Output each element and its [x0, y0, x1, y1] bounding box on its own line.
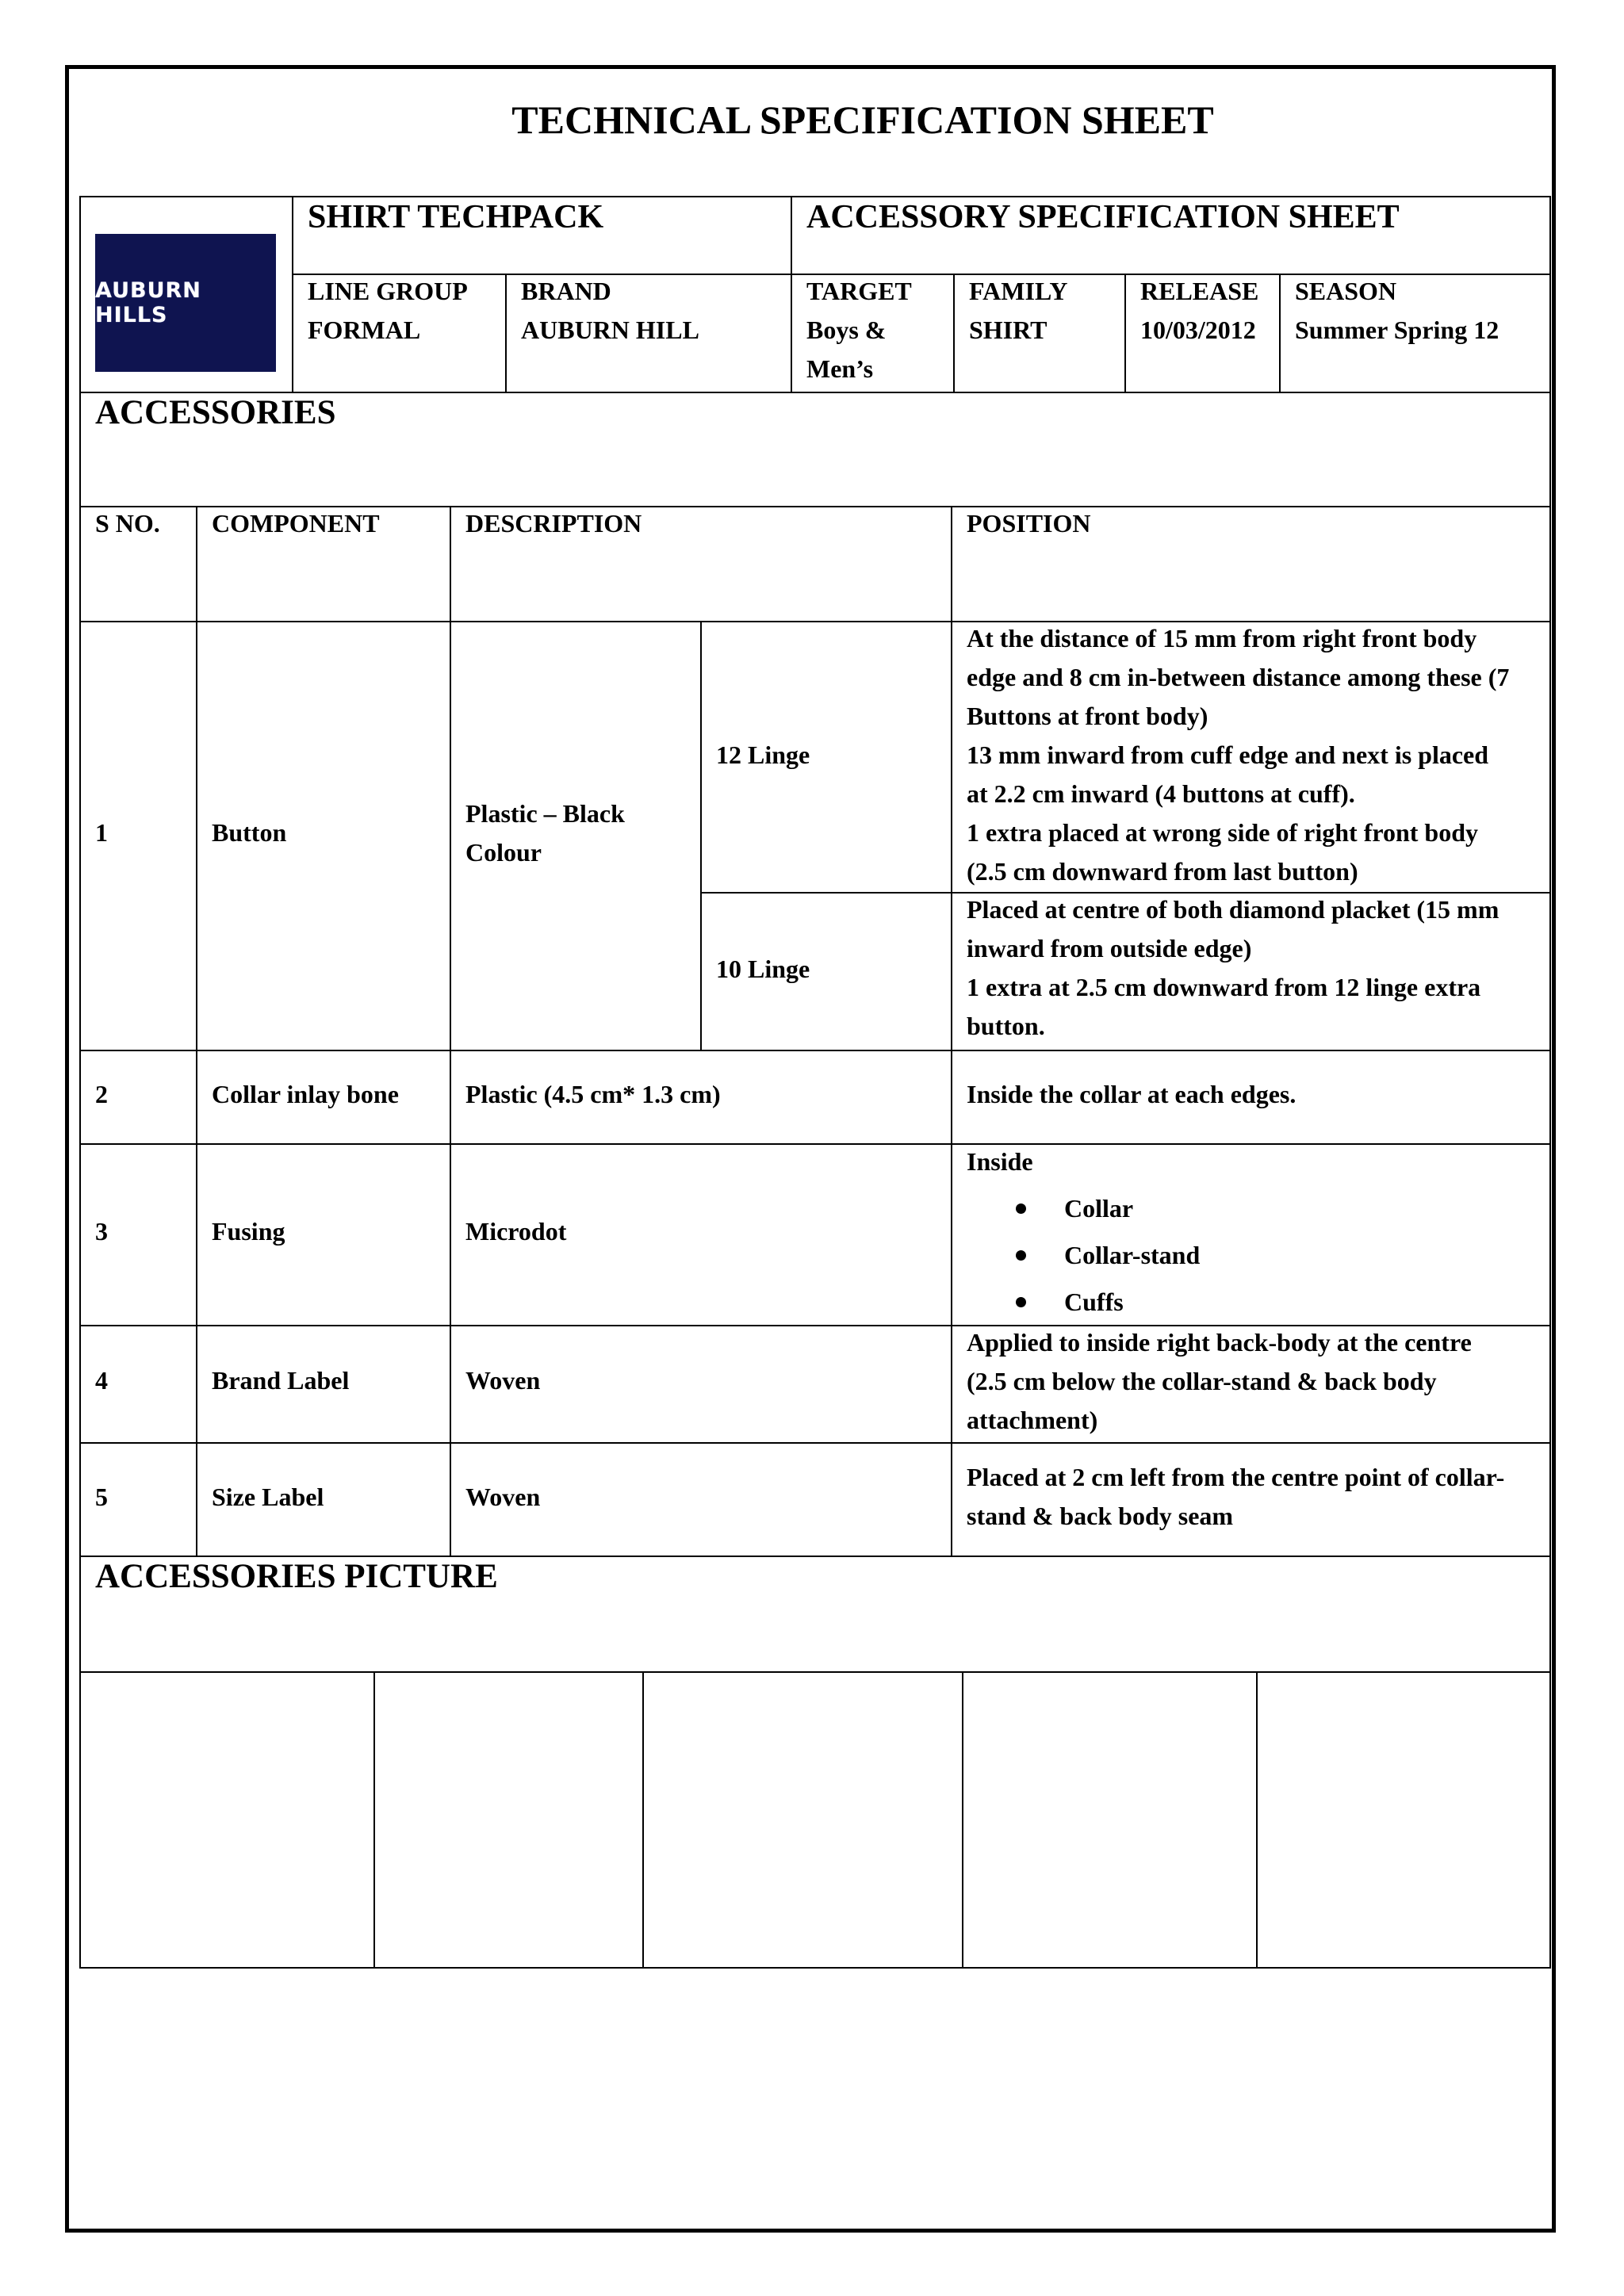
- sheet-title: ACCESSORY SPECIFICATION SHEET: [806, 199, 1400, 235]
- col-header-sno: S NO.: [95, 509, 160, 538]
- target-value-line2: Men’s: [806, 354, 874, 383]
- family-label: FAMILY: [969, 277, 1068, 305]
- row1b-position-line: button.: [967, 1012, 1045, 1040]
- row1-sno: 1: [95, 818, 108, 847]
- season-value: Summer Spring 12: [1295, 316, 1500, 344]
- row2-component: Collar inlay bone: [212, 1080, 399, 1108]
- row1b-position-line: 1 extra at 2.5 cm downward from 12 linge extra: [967, 973, 1481, 1001]
- divider: [196, 506, 197, 1557]
- row3-position-bullet: Collar: [1064, 1194, 1134, 1223]
- row1b-position-line: Placed at centre of both diamond placket (15 mm: [967, 895, 1500, 924]
- row1-component: Button: [212, 818, 287, 847]
- row5-component: Size Label: [212, 1483, 324, 1511]
- picture-cell: [963, 1673, 1256, 1967]
- row4-position-line: Applied to inside right back-body at the centre: [967, 1328, 1472, 1357]
- row2-position: Inside the collar at each edges.: [967, 1080, 1297, 1108]
- row1-position-line: edge and 8 cm in-between distance among these (7: [967, 663, 1510, 691]
- row1-position-line: (2.5 cm downward from last button): [967, 857, 1358, 886]
- family-value: SHIRT: [969, 316, 1048, 344]
- row5-position-line: Placed at 2 cm left from the centre point of collar-: [967, 1463, 1505, 1491]
- row1-size-10: 10 Linge: [716, 955, 810, 983]
- divider: [292, 196, 293, 392]
- accessories-heading: ACCESSORIES: [95, 394, 336, 431]
- row4-description: Woven: [465, 1366, 541, 1395]
- row1-position-line: At the distance of 15 mm from right front body: [967, 624, 1477, 652]
- divider: [450, 506, 451, 1557]
- divider: [791, 196, 792, 392]
- row4-position-line: (2.5 cm below the collar-stand & back body: [967, 1367, 1437, 1395]
- row1b-position-line: inward from outside edge): [967, 934, 1252, 962]
- row2-sno: 2: [95, 1080, 108, 1108]
- divider: [505, 274, 507, 392]
- divider: [79, 1143, 1551, 1145]
- line-group-value: FORMAL: [308, 316, 421, 344]
- release-value: 10/03/2012: [1140, 316, 1256, 344]
- picture-cell: [644, 1673, 962, 1967]
- row1-description-line2: Colour: [465, 838, 542, 867]
- brand-label: BRAND: [521, 277, 611, 305]
- row2-description: Plastic (4.5 cm* 1.3 cm): [465, 1080, 721, 1108]
- divider: [700, 621, 702, 1051]
- release-label: RELEASE: [1140, 277, 1259, 305]
- pictures-heading: ACCESSORIES PICTURE: [95, 1558, 498, 1595]
- divider: [953, 274, 955, 392]
- row1-position-line: at 2.2 cm inward (4 buttons at cuff).: [967, 779, 1355, 808]
- line-group-label: LINE GROUP: [308, 277, 468, 305]
- picture-cell: [81, 1673, 373, 1967]
- row4-sno: 4: [95, 1366, 108, 1395]
- target-value: Boys &: [806, 316, 887, 344]
- row3-position-intro: Inside: [967, 1147, 1033, 1176]
- bullet-icon: [1016, 1250, 1026, 1261]
- target-label: TARGET: [806, 277, 912, 305]
- divider: [79, 1050, 1551, 1051]
- row1-description: Plastic – Black: [465, 799, 625, 828]
- page-title: TECHNICAL SPECIFICATION SHEET: [511, 98, 1214, 142]
- row1-position-line: 13 mm inward from cuff edge and next is placed: [967, 740, 1489, 769]
- season-label: SEASON: [1295, 277, 1397, 305]
- col-header-description: DESCRIPTION: [465, 509, 642, 538]
- picture-cell: [1258, 1673, 1549, 1967]
- row4-position-line: attachment): [967, 1406, 1098, 1434]
- row1-position-line: Buttons at front body): [967, 702, 1208, 730]
- row3-component: Fusing: [212, 1217, 285, 1246]
- divider: [1124, 274, 1126, 392]
- row5-position-line: stand & back body seam: [967, 1502, 1234, 1530]
- row1-position-line: 1 extra placed at wrong side of right front body: [967, 818, 1479, 847]
- brand-value: AUBURN HILL: [521, 316, 699, 344]
- col-header-component: COMPONENT: [212, 509, 380, 538]
- row5-sno: 5: [95, 1483, 108, 1511]
- row3-position-bullet: Cuffs: [1064, 1288, 1124, 1316]
- brand-logo: [95, 234, 276, 372]
- row5-description: Woven: [465, 1483, 541, 1511]
- row4-component: Brand Label: [212, 1366, 350, 1395]
- divider: [951, 506, 952, 1557]
- row1-size-12: 12 Linge: [716, 740, 810, 769]
- row3-position-bullet: Collar-stand: [1064, 1241, 1201, 1269]
- picture-cell: [375, 1673, 642, 1967]
- divider: [1279, 274, 1281, 392]
- row3-description: Microdot: [465, 1217, 567, 1246]
- row3-sno: 3: [95, 1217, 108, 1246]
- techpack-title: SHIRT TECHPACK: [308, 199, 604, 235]
- logo-text: AUBURN HILLS: [95, 278, 201, 327]
- bullet-icon: [1016, 1203, 1026, 1214]
- bullet-icon: [1016, 1297, 1026, 1307]
- col-header-position: POSITION: [967, 509, 1091, 538]
- divider: [79, 1442, 1551, 1444]
